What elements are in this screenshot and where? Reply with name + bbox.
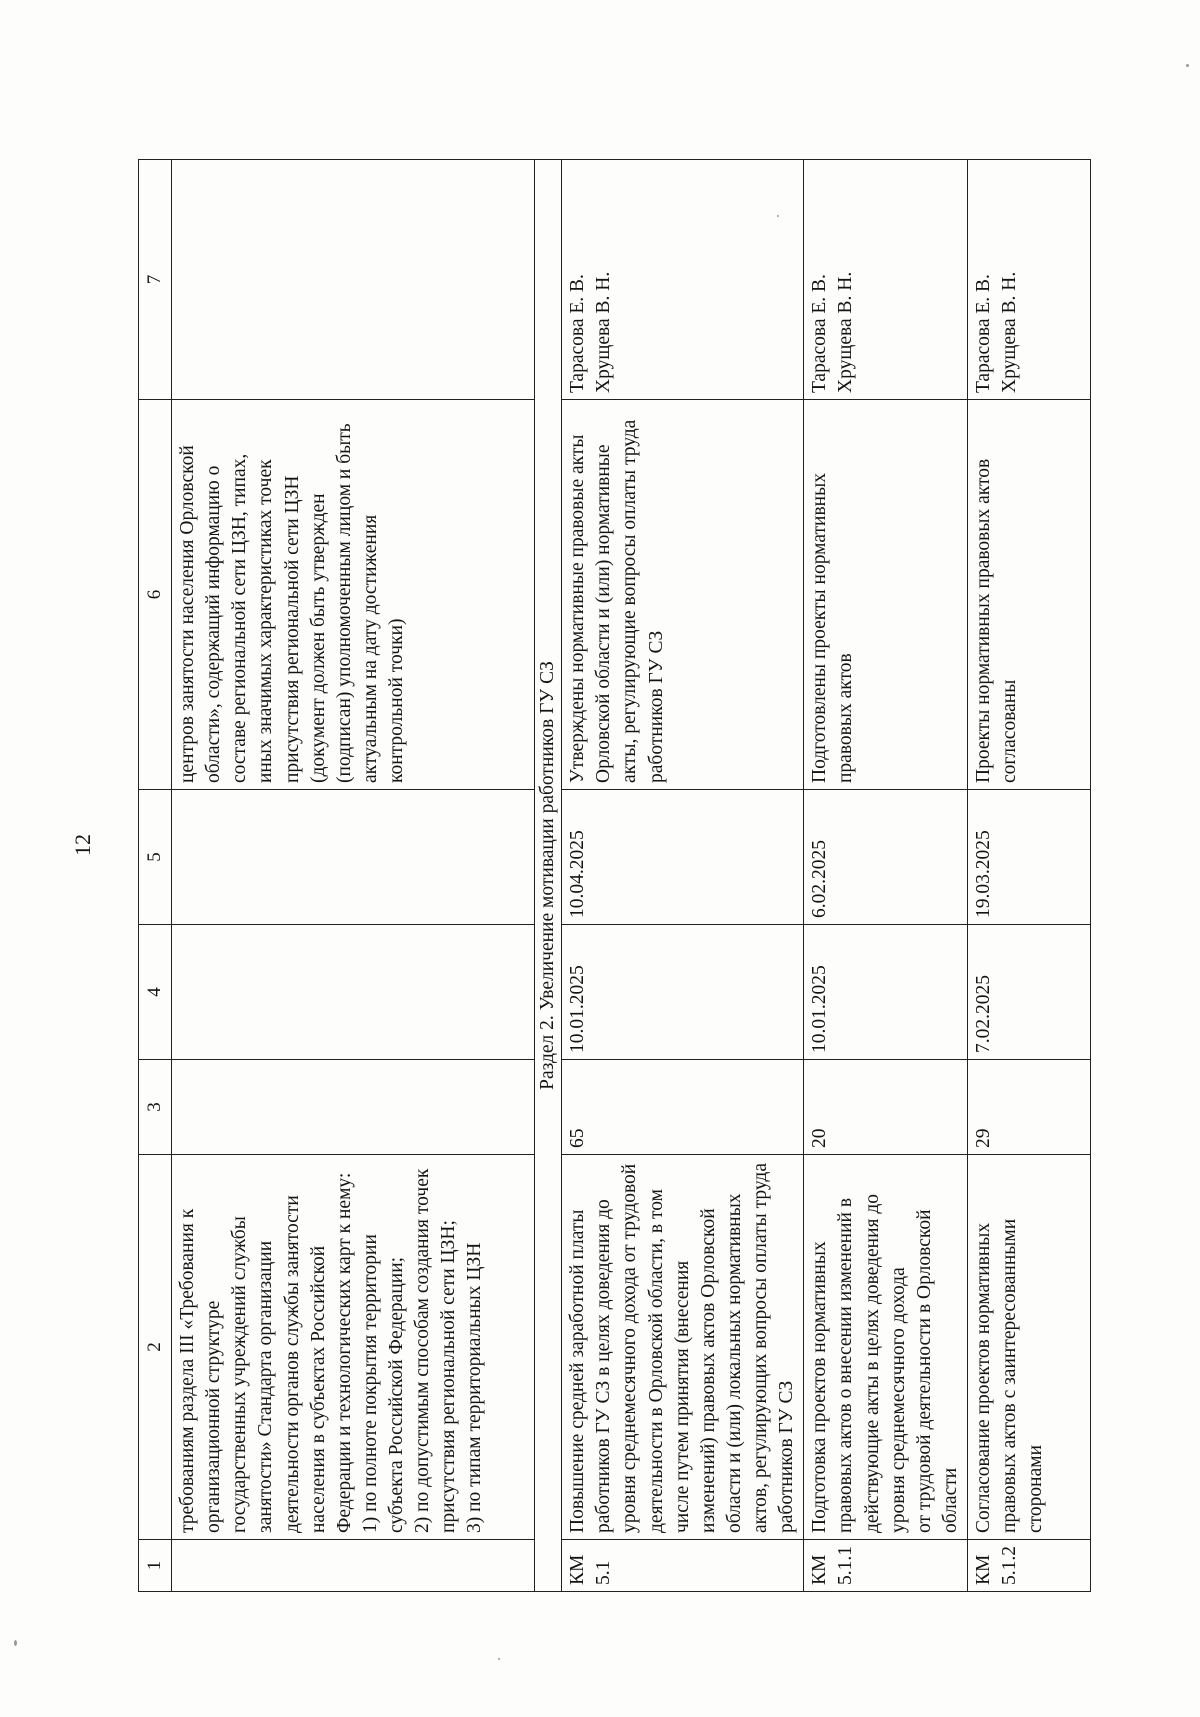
cell-duration: 65 [562,1060,804,1155]
header-cell: 3 [139,1060,172,1155]
table-row-km-5-1-1 [804,160,968,1592]
cell-start-date: 7.02.2025 [968,925,1091,1060]
scan-speck [777,215,779,217]
rotated-table-sheet [138,160,1078,1592]
cell-result: Утверждены нормативные правовые акты Орловской области и (или) нормативные акты, регулирующие вопросы оплаты труда работников ГУ СЗ [562,400,804,790]
table-header-row [139,160,172,1592]
cell-end-date: 19.03.2025 [968,790,1091,925]
cell-responsible [172,160,535,400]
cell-duration: 20 [804,1060,968,1155]
section-row [535,160,562,1592]
header-cell: 7 [139,160,172,400]
scan-speck [1186,64,1189,67]
cell-number: КМ 5.1 [562,1540,804,1592]
page-number: 12 [70,834,95,856]
cell-description: требованиям раздела III «Требования к организационной структуре государственных учреждений службы занятости» Стандарта организации деятельности органов службы занятости населения в субъектах Российской Федерации и технологических карт к нему: 1) по полноте покрытия территории субъекта Российской Федерации; 2) по допустимым способам создания точек присутствия региональной сети ЦЗН; 3) по типам территориальных ЦЗН [172,1155,535,1540]
cell-result: центров занятости населения Орловской области», содержащий информацию о составе региональной сети ЦЗН, типах, иных значимых характеристиках точек присутствия региональной сети ЦЗН (документ должен быть утвержден (подписан) уполномоченным лицом и быть актуальным на дату достижения контрольной точки) [172,400,535,790]
cell-responsible: Тарасова Е. В. Хрущева В. Н. [562,160,804,400]
cell-description: Согласование проектов нормативных правовых актов с заинтересованными сторонами [968,1155,1091,1540]
cell-number [172,1540,535,1592]
section-title: Раздел 2. Увеличение мотивации работников ГУ СЗ [535,160,562,1592]
scan-speck [14,1640,17,1646]
cell-description: Подготовка проектов нормативных правовых актов о внесении изменений в действующие акты в целях доведения до уровня среднемесячного дохода от трудовой деятельности в Орловской области [804,1155,968,1540]
header-cell: 4 [139,925,172,1060]
table-row-continuation [172,160,535,1592]
cell-result: Проекты нормативных правовых актов согласованы [968,400,1091,790]
cell-description: Повышение средней заработной платы работников ГУ СЗ в целях доведения до уровня среднемесячного дохода от трудовой деятельности в Орловской области, в том числе путем принятия (внесения изменений) правовых актов Орловской области и (или) локальных нормативных актов, регулирующих вопросы оплаты труда работников ГУ СЗ [562,1155,804,1540]
header-cell: 5 [139,790,172,925]
header-cell: 1 [139,1540,172,1592]
cell-number: КМ 5.1.2 [968,1540,1091,1592]
cell-responsible: Тарасова Е. В. Хрущева В. Н. [804,160,968,400]
cell-responsible: Тарасова Е. В. Хрущева В. Н. [968,160,1091,400]
scan-speck [498,1658,500,1660]
table-row-km-5-1 [562,160,804,1592]
cell-result: Подготовлены проекты нормативных правовых актов [804,400,968,790]
header-cell: 6 [139,400,172,790]
cell-duration: 29 [968,1060,1091,1155]
cell-end-date [172,790,535,925]
header-cell: 2 [139,1155,172,1540]
cell-end-date: 10.04.2025 [562,790,804,925]
plan-table [138,159,1091,1592]
cell-duration [172,1060,535,1155]
cell-number: КМ 5.1.1 [804,1540,968,1592]
cell-start-date: 10.01.2025 [804,925,968,1060]
table-row-km-5-1-2 [968,160,1091,1592]
cell-start-date [172,925,535,1060]
cell-start-date: 10.01.2025 [562,925,804,1060]
cell-end-date: 6.02.2025 [804,790,968,925]
